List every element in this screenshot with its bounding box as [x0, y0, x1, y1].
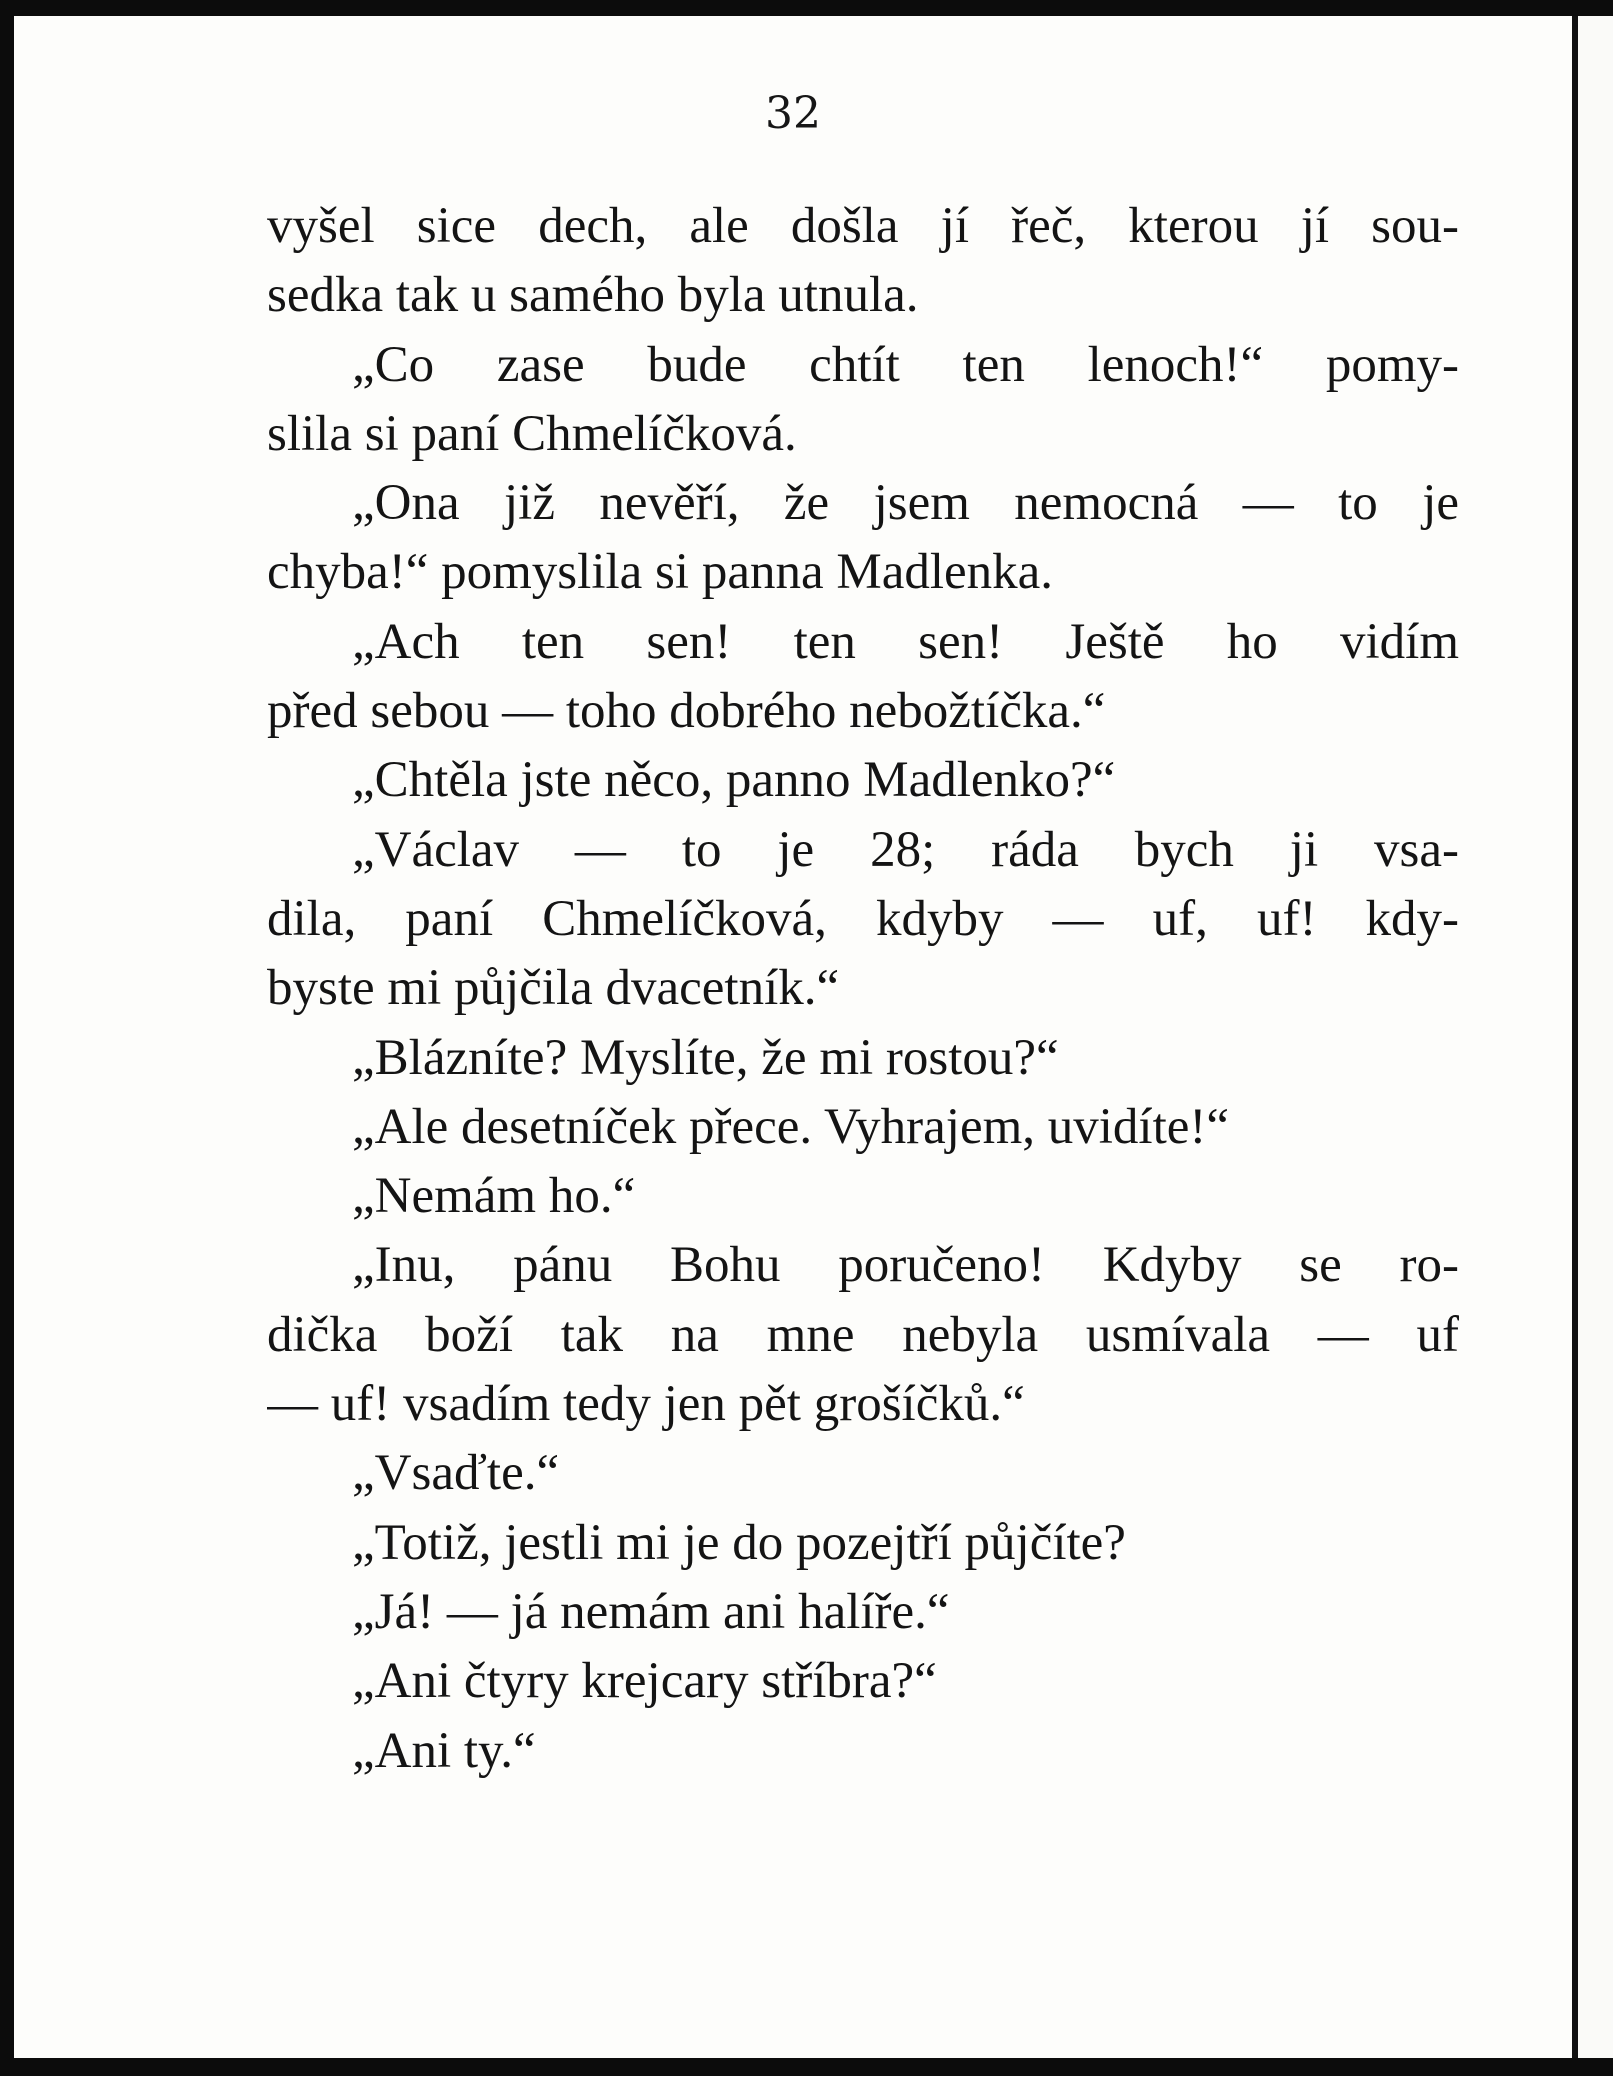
text-line: „Ani čtyry krejcary stříbra?“ — [352, 1653, 937, 1710]
text-line: byste mi půjčila dvacetník.“ — [267, 960, 840, 1017]
text-line: sedka tak u samého byla utnula. — [267, 267, 919, 324]
text-line: „Ona již nevěří, že jsem nemocná — to je — [352, 475, 1459, 532]
text-line: dička boží tak na mne nebyla usmívala — uf — [267, 1306, 1459, 1363]
text-line: chyba!“ pomyslila si panna Madlenka. — [267, 544, 1054, 601]
page-edge — [1572, 16, 1613, 2058]
text-line: „Nemám ho.“ — [352, 1168, 636, 1225]
text-line: „Václav — to je 28; ráda bych ji vsa- — [352, 821, 1459, 878]
text-line: „Totiž, jestli mi je do pozejtří půjčíte? — [352, 1514, 1126, 1571]
book-page — [14, 16, 1572, 2058]
text-line: „Ach ten sen! ten sen! Ještě ho vidím — [352, 613, 1459, 670]
text-line: „Co zase bude chtít ten lenoch!“ pomy- — [352, 336, 1459, 393]
text-line: „Ani ty.“ — [352, 1722, 536, 1779]
text-line: „Chtěla jste něco, panno Madlenko?“ — [352, 752, 1116, 809]
text-line: před sebou — toho dobrého nebožtíčka.“ — [267, 683, 1106, 740]
text-line: „Vsaďte.“ — [352, 1445, 560, 1502]
text-line: „Já! — já nemám ani halíře.“ — [352, 1583, 950, 1640]
page-text — [267, 192, 1459, 1786]
text-line: slila si paní Chmelíčková. — [267, 405, 797, 462]
text-line: dila, paní Chmelíčková, kdyby — uf, uf! kdy- — [267, 890, 1459, 947]
text-line: vyšel sice dech, ale došla jí řeč, kterou jí sou- — [267, 198, 1459, 254]
text-line: — uf! vsadím tedy jen pět grošíčků.“ — [267, 1376, 1025, 1433]
text-line: „Ale desetníček přece. Vyhrajem, uvidíte!“ — [352, 1098, 1230, 1155]
text-line: „Blázníte? Myslíte, že mi rostou?“ — [352, 1029, 1059, 1086]
page-number: 32 — [765, 88, 821, 139]
text-line: „Inu, pánu Bohu poručeno! Kdyby se ro- — [352, 1237, 1459, 1294]
